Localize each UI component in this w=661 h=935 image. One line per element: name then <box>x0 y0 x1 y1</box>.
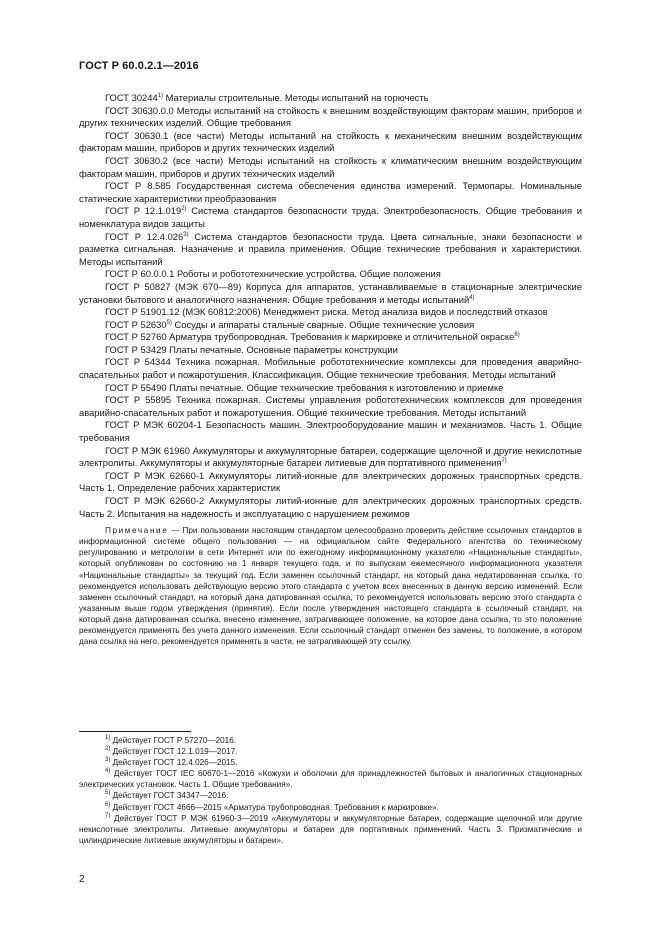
footnote-mark: 6) <box>105 801 111 808</box>
reference-text: ГОСТ 30630.2 (все части) Методы испытаний на стойкость к климатическим внешним воздействующим факторам машин, приборов и других технических изделий <box>79 154 582 179</box>
reference-item <box>79 470 582 495</box>
footnote-text: Действует ГОСТ Р МЭК 61960-3—2019 «Аккумуляторы и аккумуляторные батареи, содержащие щелочной или другие некислотные электролиты. Литиевые аккумуляторы и батареи для портативных применений. Часть 3. Призматические и цилиндрические литиевые аккумуляторы и батареи». <box>79 813 582 845</box>
footnote-text: Действует ГОСТ 12.4.026—2015. <box>110 758 238 768</box>
reference-item <box>79 155 582 180</box>
reference-list <box>79 92 582 520</box>
reference-text: ГОСТ Р 52630 <box>105 318 167 330</box>
reference-item <box>79 180 582 205</box>
footnote-text: Действует ГОСТ 4666—2015 «Арматура трубопроводная. Требования к маркировке». <box>110 802 439 812</box>
footnotes <box>79 731 582 846</box>
footnote-item <box>79 768 582 790</box>
reference-item <box>79 445 582 470</box>
reference-item <box>79 356 582 381</box>
footnote-text: Действует ГОСТ Р 57270—2016. <box>110 736 237 745</box>
reference-text: ГОСТ 30244 <box>105 92 158 103</box>
footnote-item <box>79 757 582 768</box>
footnote-mark: 3) <box>105 757 111 764</box>
reference-item <box>79 105 582 130</box>
reference-item <box>79 331 582 344</box>
footnote-mark: 3) <box>183 231 189 238</box>
reference-item <box>79 495 582 520</box>
reference-text: ГОСТ Р 53429 Платы печатные. Основные параметры конструкции <box>105 343 398 355</box>
reference-item <box>79 231 582 269</box>
reference-item <box>79 394 582 419</box>
note-text: — При пользовании настоящим стандартом целесообразно проверить действие ссылочных стандартов в информационной системе общего пользования — на официальном сайте Федерального агентства по техническому регулированию и метрологии в сети Интернет или по ежегодному информационному указателю «Национальные стандарты», который опубликован по состоянию на 1 января текущего года, и по выпускам ежемесячного информационного указателя «Национальные стандарты» за текущий год. Если заменен ссылочный стандарт, на который дана недатированная ссылка, то рекомендуется использовать действующую версию этого стандарта с учетом всех внесенных в данную версию изменений. Если заменен ссылочный стандарт, на который дана датированная ссылка, то рекомендуется использовать версию этого стандарта с указанным выше годом утверждения (принятия). Если после утверждения настоящего стандарта в ссылочный стандарт, на который дана датированная ссылка, внесено изменение, затрагивающее положение, на которое дана ссылка, то это положение рекомендуется применять без учета данного изменения. Если ссылочный стандарт отменен без замены, то положение, в котором дана ссылка на него, рекомендуется применять в части, не затрагивающей эту ссылку. <box>79 526 582 647</box>
reference-item <box>79 419 582 444</box>
footnote-mark: 1) <box>105 735 111 741</box>
reference-text: ГОСТ Р 52760 Арматура трубопроводная. Требования к маркировке и отличительной окраске <box>105 331 515 343</box>
reference-text: ГОСТ Р 51901.12 (МЭК 60812:2006) Менеджмент риска. Метод анализа видов и последствий отказов <box>105 306 548 318</box>
footnote-mark: 4) <box>469 294 475 301</box>
reference-text: ГОСТ Р МЭК 61960 Аккумуляторы и аккумуляторные батареи, содержащие щелочной и другие некислотные электролиты. Аккумуляторы и аккумуляторные батареи литиевые для портативного применения <box>79 444 582 469</box>
footnote-item <box>79 790 582 801</box>
footnote-text: Действует ГОСТ IEC 60670-1—2016 «Кожухи и оболочки для принадлежностей бытовых и аналогичных стационарных электрических установок. Часть 1. Общие требования». <box>79 769 582 790</box>
footnote-list <box>79 735 582 846</box>
footnote-text: Действует ГОСТ 12.1.019—2017. <box>110 747 238 757</box>
reference-text-continued: Сосуды и аппараты стальные сварные. Общие технические условия <box>171 318 475 330</box>
footnote-mark: 5) <box>166 319 172 326</box>
footnote-mark: 1) <box>157 93 164 99</box>
footnote-mark: 2) <box>105 746 111 753</box>
reference-item <box>79 382 582 395</box>
reference-item <box>79 268 582 281</box>
page-header: ГОСТ Р 60.0.2.1—2016 <box>79 60 199 72</box>
footnote-text: Действует ГОСТ 34347—2016. <box>110 791 229 801</box>
reference-text-continued: Система стандартов безопасности труда. Электробезопасность. Общие требования и номенклатура видов защиты <box>79 205 582 229</box>
footnote-separator <box>79 731 191 732</box>
reference-text: ГОСТ Р 12.1.019 <box>105 205 182 217</box>
reference-text: ГОСТ 30630.1 (все части) Методы испытаний на стойкость к механическим внешним воздействующим факторам машин, приборов и других технических изделий <box>79 129 582 154</box>
footnote-mark: 2) <box>181 206 187 213</box>
reference-item <box>79 281 582 306</box>
reference-text-continued: Система стандартов безопасности труда. Цвета сигнальные, знаки безопасности и разметка сигнальная. Назначение и правила применения. Общие технические требования и характеристики. Методы испытаний <box>79 230 583 267</box>
reference-text: ГОСТ 30630.0.0 Методы испытаний на стойкость к внешним воздействующим факторам машин, приборов и других технических изделий. Общие требования <box>79 104 582 129</box>
footnote-mark: 7) <box>105 812 111 819</box>
reference-text: ГОСТ Р 55895 Техника пожарная. Системы управления робототехнических комплексов для проведения аварийно-спасательных работ и пожаротушения. Общие технические требования. Методы испытаний <box>79 394 582 418</box>
reference-text: ГОСТ Р 60.0.0.1 Роботы и робототехнические устройства. Общие положения <box>105 268 441 280</box>
footnote-item <box>79 746 582 757</box>
footnote-mark: 4) <box>105 768 111 775</box>
reference-item <box>79 92 582 105</box>
reference-item <box>79 306 582 319</box>
reference-text: ГОСТ Р МЭК 62660-2 Аккумуляторы литий-ионные для электрических дорожных транспортных средств. Часть 2. Испытания на надежность и эксплуатацию с нарушением режимов <box>79 495 582 519</box>
footnote-mark: 5) <box>105 790 111 797</box>
reference-text-continued: Материалы строительные. Методы испытаний на горючесть <box>163 92 429 103</box>
reference-item <box>79 130 582 155</box>
reference-text: ГОСТ Р 54344 Техника пожарная. Мобильные робототехнические комплексы для проведения аварийно-спасательных работ и пожаротушения. Классификация. Общие технические требования. Методы испытаний <box>79 356 582 381</box>
reference-text: ГОСТ Р МЭК 62660-1 Аккумуляторы литий-ионные для электрических дорожных транспортных средств. Часть 1. Определение рабочих характеристик <box>79 469 582 494</box>
footnote-item <box>79 735 582 746</box>
reference-text: ГОСТ Р 12.4.026 <box>105 230 184 242</box>
footnote-mark: 6) <box>514 332 520 339</box>
note <box>79 525 582 647</box>
normative-references <box>79 92 582 647</box>
reference-item <box>79 205 582 230</box>
reference-text: ГОСТ Р 8.585 Государственная система обеспечения единства измерений. Термопары. Номинальные статические характеристики преобразования <box>79 180 582 204</box>
footnote-item <box>79 813 582 846</box>
reference-item <box>79 344 582 357</box>
footnote-mark: 7) <box>501 458 507 465</box>
footnote-item <box>79 802 582 813</box>
reference-item <box>79 319 582 332</box>
note-label: Примечание <box>105 526 169 536</box>
reference-text: ГОСТ Р 55490 Платы печатные. Общие технические требования к изготовлению и приемке <box>105 381 504 393</box>
reference-text: ГОСТ Р МЭК 60204-1 Безопасность машин. Электрооборудование машин и механизмов. Часть 1. Общие требования <box>79 419 582 444</box>
page-number: 2 <box>79 874 85 885</box>
reference-text: ГОСТ Р 50827 (МЭК 670—89) Корпуса для аппаратов, устанавливаемые в стационарные электрические установки бытового и аналогичного назначения. Общие требования и методы испытаний <box>79 280 582 305</box>
